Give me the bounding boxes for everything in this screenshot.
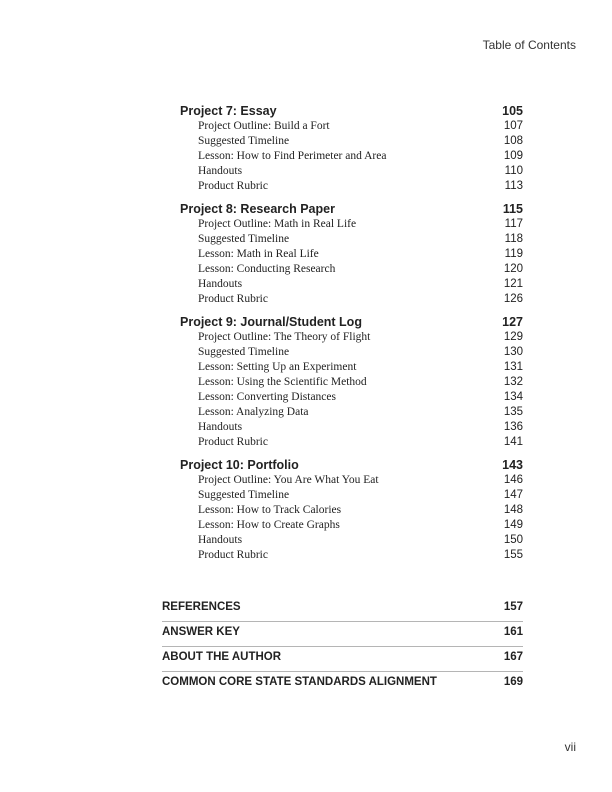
back-matter-entry[interactable] — [162, 598, 523, 622]
entry-title: Handouts — [198, 165, 243, 177]
section-heading[interactable] — [180, 104, 523, 119]
entry-page-number: 113 — [504, 180, 523, 192]
entry-page-number: 107 — [503, 120, 523, 132]
entry-title: Project Outline: Math in Real Life — [198, 218, 357, 230]
section-heading[interactable] — [180, 202, 523, 217]
entry-page-number: 148 — [503, 504, 523, 516]
entry-title: Lesson: Math in Real Life — [198, 248, 319, 260]
entry-page-number: 131 — [503, 361, 523, 373]
toc-entry[interactable] — [198, 518, 523, 533]
toc-entry[interactable] — [198, 232, 523, 247]
entry-page-number: 146 — [503, 474, 523, 486]
entry-page-number: 129 — [503, 331, 523, 343]
toc-entry[interactable] — [198, 262, 523, 277]
section-title: Project 7: Essay — [180, 104, 277, 118]
toc-entry[interactable] — [198, 548, 523, 563]
section-title: Project 9: Journal/Student Log — [180, 315, 362, 329]
entry-page-number: 118 — [504, 233, 523, 245]
entry-title: Lesson: Analyzing Data — [198, 406, 309, 418]
toc-entry[interactable] — [198, 217, 523, 232]
entry-title: Product Rubric — [198, 436, 268, 448]
entry-title: Suggested Timeline — [198, 489, 290, 501]
toc-entry[interactable] — [198, 179, 523, 194]
back-matter-entry[interactable] — [162, 648, 523, 672]
back-matter-entry[interactable] — [162, 673, 523, 696]
page-number: vii — [564, 740, 576, 754]
entry-title: Lesson: Converting Distances — [198, 391, 336, 403]
entry-page-number: 134 — [503, 391, 523, 403]
back-matter-page-number: 169 — [503, 676, 523, 688]
section-page-number: 127 — [502, 315, 523, 329]
entry-page-number: 149 — [503, 519, 523, 531]
toc-entry[interactable] — [198, 119, 523, 134]
entry-title: Lesson: Using the Scientific Method — [198, 376, 367, 388]
entry-title: Project Outline: The Theory of Flight — [198, 331, 371, 343]
entry-title: Product Rubric — [198, 293, 268, 305]
back-matter-entry[interactable] — [162, 623, 523, 647]
entry-page-number: 126 — [503, 293, 523, 305]
toc-entry[interactable] — [198, 277, 523, 292]
back-matter-page-number: 161 — [503, 626, 523, 638]
back-matter-page-number: 157 — [503, 601, 523, 613]
entry-page-number: 147 — [503, 489, 523, 501]
section-heading[interactable] — [180, 458, 523, 473]
toc-entry[interactable] — [198, 375, 523, 390]
back-matter-title: ABOUT THE AUTHOR — [162, 651, 282, 663]
entry-page-number: 155 — [503, 549, 523, 561]
back-matter-page-number: 167 — [503, 651, 523, 663]
toc-section — [0, 458, 612, 563]
entry-page-number: 132 — [503, 376, 523, 388]
entry-page-number: 136 — [503, 421, 523, 433]
entry-page-number: 110 — [504, 165, 523, 177]
entry-title: Product Rubric — [198, 549, 268, 561]
entry-title: Project Outline: Build a Fort — [198, 120, 330, 132]
toc-entry[interactable] — [198, 360, 523, 375]
back-matter-list — [162, 598, 523, 697]
entry-title: Handouts — [198, 421, 243, 433]
section-page-number: 115 — [502, 202, 523, 216]
toc-entry[interactable] — [198, 420, 523, 435]
entry-title: Suggested Timeline — [198, 346, 290, 358]
entry-title: Handouts — [198, 278, 243, 290]
entry-title: Lesson: How to Create Graphs — [198, 519, 340, 531]
toc-entry[interactable] — [198, 473, 523, 488]
entry-page-number: 108 — [503, 135, 523, 147]
section-page-number: 105 — [502, 104, 523, 118]
entry-title: Project Outline: You Are What You Eat — [198, 474, 379, 486]
toc-entry[interactable] — [198, 134, 523, 149]
toc-entry[interactable] — [198, 390, 523, 405]
entry-page-number: 117 — [504, 218, 523, 230]
back-matter-title: REFERENCES — [162, 601, 241, 613]
table-of-contents — [0, 104, 612, 571]
toc-entry[interactable] — [198, 435, 523, 450]
toc-section — [0, 104, 612, 194]
entry-title: Lesson: Setting Up an Experiment — [198, 361, 357, 373]
toc-entry[interactable] — [198, 503, 523, 518]
toc-entry[interactable] — [198, 488, 523, 503]
entry-page-number: 121 — [503, 278, 523, 290]
section-title: Project 8: Research Paper — [180, 202, 335, 216]
section-page-number: 143 — [502, 458, 523, 472]
toc-entry[interactable] — [198, 149, 523, 164]
entry-title: Suggested Timeline — [198, 135, 290, 147]
entry-page-number: 130 — [503, 346, 523, 358]
toc-entry[interactable] — [198, 164, 523, 179]
toc-entry[interactable] — [198, 405, 523, 420]
back-matter-title: ANSWER KEY — [162, 626, 240, 638]
entry-page-number: 120 — [503, 263, 523, 275]
toc-section — [0, 315, 612, 450]
entry-title: Handouts — [198, 534, 243, 546]
toc-section — [0, 202, 612, 307]
toc-entry[interactable] — [198, 330, 523, 345]
entry-page-number: 135 — [503, 406, 523, 418]
back-matter-title: COMMON CORE STATE STANDARDS ALIGNMENT — [162, 676, 437, 688]
entry-title: Product Rubric — [198, 180, 268, 192]
toc-entry[interactable] — [198, 247, 523, 262]
entry-title: Lesson: How to Track Calories — [198, 504, 342, 516]
entry-page-number: 119 — [504, 248, 523, 260]
toc-entry[interactable] — [198, 533, 523, 548]
toc-entry[interactable] — [198, 292, 523, 307]
entry-page-number: 141 — [503, 436, 523, 448]
entry-page-number: 150 — [503, 534, 523, 546]
entry-title: Suggested Timeline — [198, 233, 290, 245]
entry-page-number: 109 — [503, 150, 523, 162]
running-header: Table of Contents — [482, 38, 576, 52]
entry-title: Lesson: How to Find Perimeter and Area — [198, 150, 387, 162]
section-heading[interactable] — [180, 315, 523, 330]
entry-title: Lesson: Conducting Research — [198, 263, 336, 275]
toc-entry[interactable] — [198, 345, 523, 360]
section-title: Project 10: Portfolio — [180, 458, 299, 472]
